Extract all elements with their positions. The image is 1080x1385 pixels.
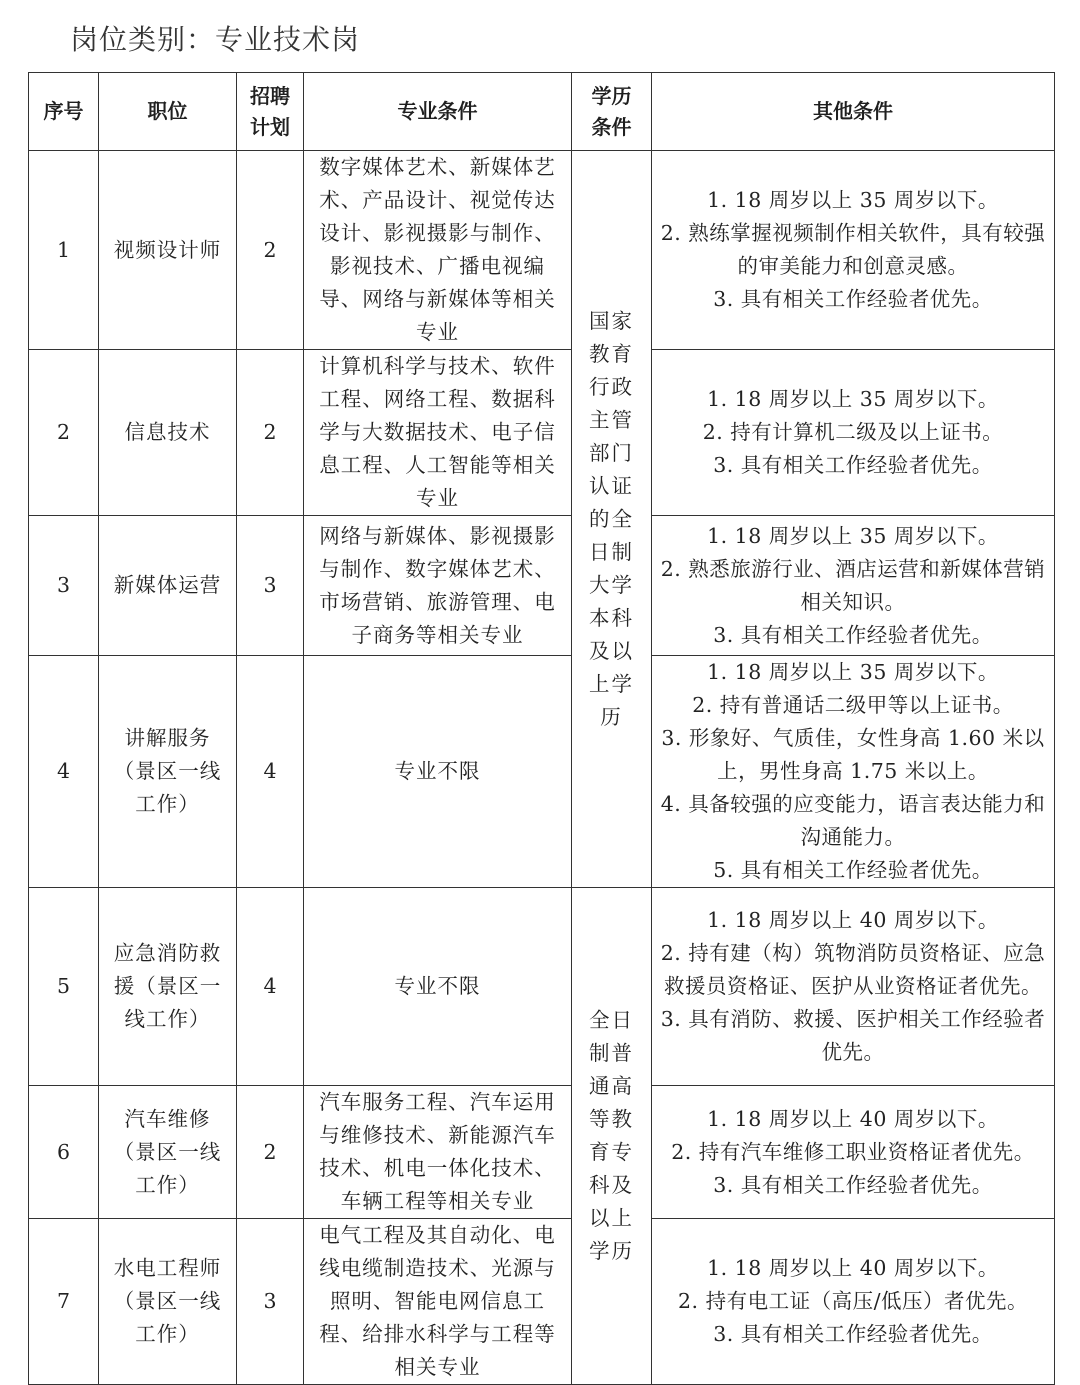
- header-edu-line2: 条件: [591, 114, 632, 139]
- header-major: 专业条件: [304, 73, 572, 151]
- cell-major: 计算机科学与技术、软件工程、网络工程、数据科学与大数据技术、电子信息工程、人工智能等相关专业: [304, 350, 572, 516]
- position-note: （景区一线工作）: [113, 759, 222, 816]
- other-item: 5. 具有相关工作经验者优先。: [713, 858, 993, 882]
- position-note: （景区一线工作）: [124, 974, 222, 1031]
- other-item: 3. 具有消防、救援、医护相关工作经验者优先。: [660, 1007, 1046, 1064]
- position-name: 水电工程师: [113, 1256, 222, 1280]
- cell-position: [99, 1086, 237, 1219]
- position-note: （景区一线工作）: [113, 1139, 222, 1197]
- cell-position: [99, 151, 237, 350]
- other-item: 3. 具有相关工作经验者优先。: [713, 622, 993, 647]
- cell-major: 数字媒体艺术、新媒体艺术、产品设计、视觉传达设计、影视摄影与制作、影视技术、广播电视编导、网络与新媒体等相关专业: [304, 151, 572, 350]
- cell-major: 汽车服务工程、汽车运用与维修技术、新能源汽车技术、机电一体化技术、车辆工程等相关专业: [304, 1086, 572, 1219]
- cell-education-group1: 国家教育行政主管部门认证的全日制大学本科及以上学历: [572, 151, 652, 888]
- header-education: [572, 73, 652, 151]
- other-item: 3. 具有相关工作经验者优先。: [713, 453, 993, 477]
- cell-position: [99, 516, 237, 656]
- header-plan-line1: 招聘: [250, 83, 290, 108]
- other-item: 3. 具有相关工作经验者优先。: [713, 1172, 993, 1197]
- other-item: 2. 持有电工证（高压/低压）者优先。: [678, 1289, 1028, 1313]
- cell-position: [99, 350, 237, 516]
- other-item: 2. 持有汽车维修工职业资格证者优先。: [671, 1139, 1035, 1164]
- other-item: 1. 18 周岁以上 35 周岁以下。: [707, 387, 999, 411]
- table-row: [29, 151, 1055, 350]
- cell-plan: 4: [237, 656, 304, 888]
- position-name: 视频设计师: [113, 237, 222, 262]
- cell-major: 专业不限: [304, 888, 572, 1086]
- cell-other: [652, 656, 1055, 888]
- cell-position: [99, 656, 237, 888]
- cell-no: 1: [29, 151, 99, 350]
- other-item: 1. 18 周岁以上 40 周岁以下。: [707, 908, 999, 932]
- cell-major: 专业不限: [304, 656, 572, 888]
- other-item: 4. 具备较强的应变能力，语言表达能力和沟通能力。: [660, 792, 1046, 849]
- other-item: 1. 18 周岁以上 35 周岁以下。: [707, 188, 999, 212]
- other-item: 1. 18 周岁以上 40 周岁以下。: [707, 1106, 999, 1131]
- other-item: 2. 熟悉旅游行业、酒店运营和新媒体营销相关知识。: [660, 556, 1046, 614]
- cell-position: [99, 1219, 237, 1385]
- cell-plan: 3: [237, 516, 304, 656]
- cell-education-group2: 全日制普通高等教育专科及以上学历: [572, 888, 652, 1385]
- other-item: 3. 形象好、气质佳，女性身高 1.60 米以上，男性身高 1.75 米以上。: [661, 726, 1045, 783]
- header-other: 其他条件: [652, 73, 1055, 151]
- cell-major: 网络与新媒体、影视摄影与制作、数字媒体艺术、市场营销、旅游管理、电子商务等相关专业: [304, 516, 572, 656]
- cell-other: [652, 350, 1055, 516]
- position-name: 讲解服务: [124, 726, 211, 750]
- cell-other: [652, 888, 1055, 1086]
- position-name: 信息技术: [124, 420, 211, 444]
- position-name: 汽车维修: [124, 1106, 211, 1131]
- cell-plan: 4: [237, 888, 304, 1086]
- cell-position: [99, 888, 237, 1086]
- other-item: 2. 持有建（构）筑物消防员资格证、应急救援员资格证、医护从业资格证者优先。: [660, 941, 1046, 998]
- table-row: [29, 516, 1055, 656]
- cell-no: 4: [29, 656, 99, 888]
- cell-no: 5: [29, 888, 99, 1086]
- table-row: [29, 1219, 1055, 1385]
- table-row: [29, 350, 1055, 516]
- cell-no: 3: [29, 516, 99, 656]
- other-item: 2. 持有计算机二级及以上证书。: [702, 420, 1004, 444]
- header-plan: [237, 73, 304, 151]
- other-item: 2. 熟练掌握视频制作相关软件，具有较强的审美能力和创意灵感。: [660, 221, 1046, 278]
- cell-other: [652, 516, 1055, 656]
- table-header-row: [29, 73, 1055, 151]
- cell-plan: 3: [237, 1219, 304, 1385]
- position-note: （景区一线工作）: [113, 1289, 222, 1346]
- position-name: 应急消防救援: [113, 941, 222, 998]
- other-item: 3. 具有相关工作经验者优先。: [713, 1322, 993, 1346]
- cell-other: [652, 1219, 1055, 1385]
- cell-no: 2: [29, 350, 99, 516]
- other-item: 2. 持有普通话二级甲等以上证书。: [692, 693, 1014, 717]
- cell-other: [652, 151, 1055, 350]
- page-title: 岗位类别：专业技术岗: [70, 23, 361, 56]
- cell-plan: 2: [237, 1086, 304, 1219]
- header-no: 序号: [29, 73, 99, 151]
- position-name: 新媒体运营: [113, 573, 222, 597]
- header-edu-line1: 学历: [591, 83, 632, 108]
- job-table: [28, 72, 1055, 1385]
- other-item: 1. 18 周岁以上 35 周岁以下。: [707, 660, 999, 684]
- cell-no: 7: [29, 1219, 99, 1385]
- table-row: [29, 656, 1055, 888]
- other-item: 3. 具有相关工作经验者优先。: [713, 287, 993, 311]
- header-plan-line2: 计划: [250, 114, 290, 139]
- table-row: [29, 1086, 1055, 1219]
- header-position: 职位: [99, 73, 237, 151]
- other-item: 1. 18 周岁以上 40 周岁以下。: [707, 1256, 999, 1280]
- other-item: 1. 18 周岁以上 35 周岁以下。: [707, 523, 999, 548]
- cell-plan: 2: [237, 151, 304, 350]
- table-row: [29, 888, 1055, 1086]
- cell-no: 6: [29, 1086, 99, 1219]
- cell-major: 电气工程及其自动化、电线电缆制造技术、光源与照明、智能电网信息工程、给排水科学与工程等相关专业: [304, 1219, 572, 1385]
- cell-other: [652, 1086, 1055, 1219]
- cell-plan: 2: [237, 350, 304, 516]
